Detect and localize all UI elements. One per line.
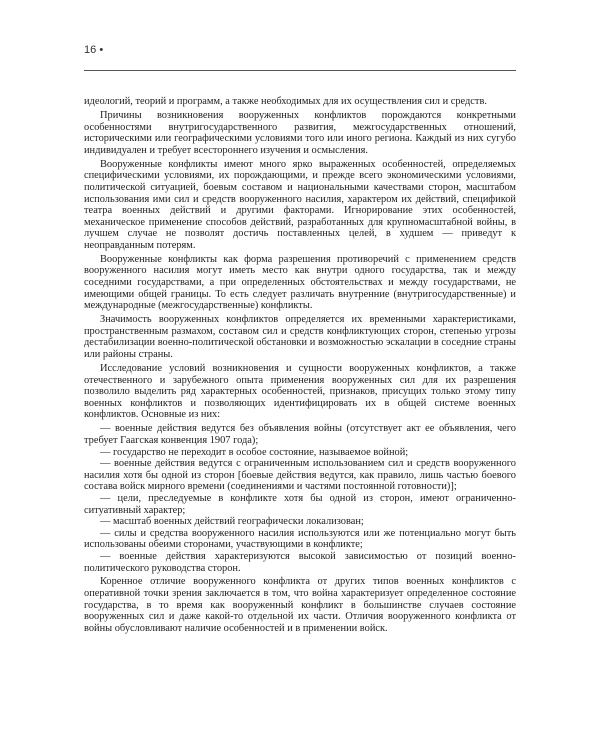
paragraph: идеологий, теорий и программ, а также необходимых для их осуществления сил и средств. — [84, 96, 487, 107]
page-body — [84, 96, 516, 637]
header-rule — [84, 70, 516, 71]
list-item: — масштаб военных действий географически локализован; — [100, 516, 364, 528]
list-item: — цели, преследуемые в конфликте хотя бы одной из сторон, имеют ограниченно-ситуативный характер; — [84, 492, 516, 516]
list-item: — военные действия ведутся без объявления войны (отсутствует акт ее объявления, чего требует Гаагская конвенция 1907 года); — [84, 423, 516, 446]
closing-paragraph: Коренное отличие вооруженного конфликта от других типов военных конфликтов с оперативной точки зрения заключается в том, что война характеризует определенное состояние государства, в то время как вооруженный конфликт в большинстве случаев состояние вооруженных сил и даже какой-то отдельной их части. Отличия вооруженного конфликта от войны обусловливают наличие особенностей и в применении войск. — [84, 576, 516, 634]
paragraph: Значимость вооруженных конфликтов определяется их временными характеристиками, пространственным размахом, составом сил и средств конфликтующих сторон, степенью угрозы дестабилизации военно-политической обстановки и возможностью эскалации в соседние страны или районы страны. — [84, 314, 516, 361]
list-item: — силы и средства вооруженного насилия используются или же потенциально могут быть использованы обеими сторонами, участвующими в конфликте; — [84, 527, 516, 551]
page-header — [84, 44, 103, 56]
paragraph: Исследование условий возникновения и сущности вооруженных конфликтов, а также отечественного и зарубежного опыта применения вооруженных сил для их разрешения позволило выделить ряд характерных особенностей, признаков, присущих только этому типу военных конфликтов и позволяющих идентифицировать их в общей системе военных конфликтов. Основные из них: — [84, 363, 516, 421]
paragraph: Вооруженные конфликты как форма разрешения противоречий с применением средств вооруженного насилия могут иметь место как внутри одного государства, так и между соседними государствами, а при определенных обстоятельствах и между государствами, не имеющими общей границы. То есть следует различать внутренние (внутригосударственные) и международные (межгосударственные) конфликты. — [84, 253, 516, 312]
list-item: — военные действия характеризуются высокой зависимостью от позиций военно-политического руководства сторон. — [84, 550, 516, 574]
paragraph: Вооруженные конфликты имеют много ярко выраженных особенностей, определяемых специфическими условиями, их порождающими, и прежде всего экономическими условиями, политической ситуацией, боевым составом и национальными качествами сторон, масштабом использования ими сил и средств вооруженного насилия, характером их действий, спецификой театра военных действий и другими факторами. Игнорирование этих особенностей, механическое применение способов действий, разработанных для крупномасштабной войны, в лучшем случае не позволят достичь поставленных целей, в худшем — приведут к неоправданным потерям. — [84, 158, 516, 251]
page-number-bullet: • — [99, 44, 104, 56]
page-number: 16 — [84, 44, 97, 56]
paragraph: Причины возникновения вооруженных конфликтов порождаются конкретными особенностями внутригосударственного развития, межгосударственных отношений, историческими или географическими условиями того или иного региона. Каждый из них сугубо индивидуален и требует всестороннего изучения и осмысления. — [84, 109, 516, 156]
list-item: — государство не переходит в особое состояние, называемое войной; — [100, 446, 409, 458]
list-item: — военные действия ведутся с ограниченным использованием сил и средств вооруженного насилия хотя бы одной из сторон [боевые действия ведутся, как правило, лишь частью боевого состава войск мирного времени (соединениями и частями постоянной готовности)]; — [84, 458, 516, 493]
